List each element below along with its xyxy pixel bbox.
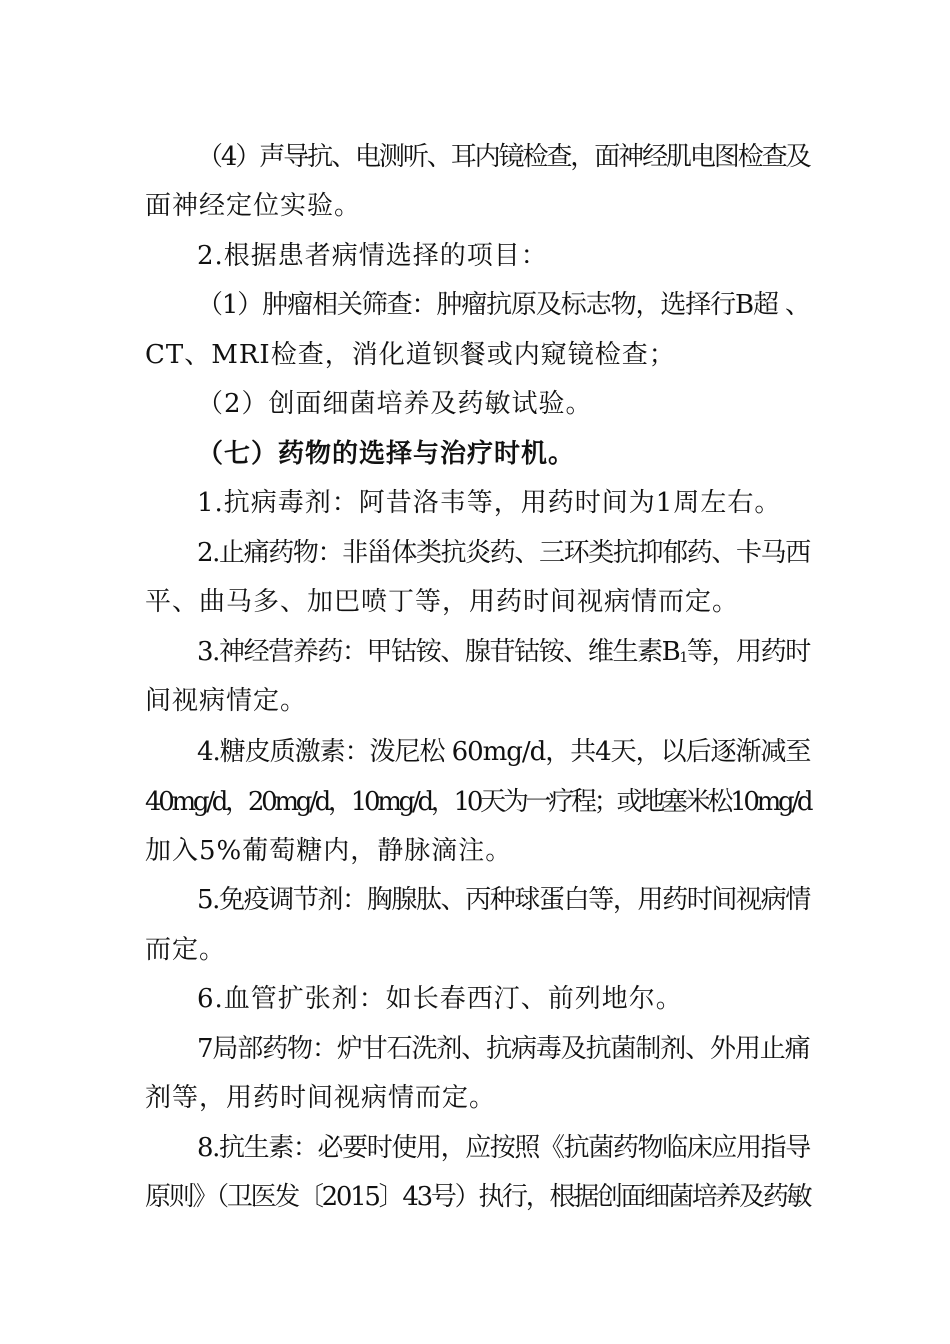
paragraph-line: 平、曲马多、加巴喷丁等，用药时间视病情而定。	[145, 587, 740, 617]
paragraph-line: 剂等，用药时间视病情而定。	[145, 1083, 497, 1113]
paragraph-line: 间视病情定。	[145, 686, 308, 716]
paragraph-line: 原则》（卫医发〔2015〕43号）执行，根据创面细菌培养及药敏	[145, 1182, 811, 1212]
paragraph-line: （4）声导抗、电测听、耳内镜检查，面神经肌电图检查及	[197, 142, 810, 172]
paragraph-line: （1）肿瘤相关筛查：肿瘤抗原及标志物，选择行B超 、	[197, 290, 810, 320]
paragraph-line: 5.免疫调节剂：胸腺肽、丙种球蛋白等，用药时间视病情	[197, 885, 810, 915]
paragraph-line: 而定。	[145, 935, 227, 965]
paragraph-line: 6.血管扩张剂：如长春西汀、前列地尔。	[197, 984, 683, 1014]
paragraph-line	[197, 636, 810, 674]
paragraph-line: 40mg/d，20mg/d，10mg/d，10天为一疗程；或地塞米松10mg/d	[145, 787, 811, 817]
paragraph-line: 加入5%葡萄糖内，静脉滴注。	[145, 836, 513, 866]
text-segment: 等，用药时	[686, 637, 810, 667]
paragraph-line: 1.抗病毒剂：阿昔洛韦等，用药时间为1周左右。	[197, 488, 782, 518]
paragraph-line: 8.抗生素：必要时使用，应按照《抗菌药物临床应用指导	[197, 1133, 810, 1163]
text-segment: 3.神经营养药：甲钴铵、腺苷钴铵、维生素B	[197, 637, 680, 667]
paragraph-line: 4.糖皮质激素：泼尼松 60mg/d，共4天，以后逐渐减至	[197, 737, 811, 767]
paragraph-line: （2）创面细菌培养及药敏试验。	[197, 389, 593, 419]
paragraph-line: 2.止痛药物：非甾体类抗炎药、三环类抗抑郁药、卡马西	[197, 538, 810, 568]
paragraph-line: 7局部药物：炉甘石洗剂、抗病毒及抗菌制剂、外用止痛	[197, 1034, 810, 1064]
section-heading: （七）药物的选择与治疗时机。	[197, 439, 576, 469]
paragraph-line: CT、MRI检查，消化道钡餐或内窥镜检查；	[145, 340, 676, 370]
paragraph-line: 面神经定位实验。	[145, 191, 362, 221]
paragraph-line: 2.根据患者病情选择的项目：	[197, 241, 548, 271]
subscript: 1	[679, 650, 687, 666]
